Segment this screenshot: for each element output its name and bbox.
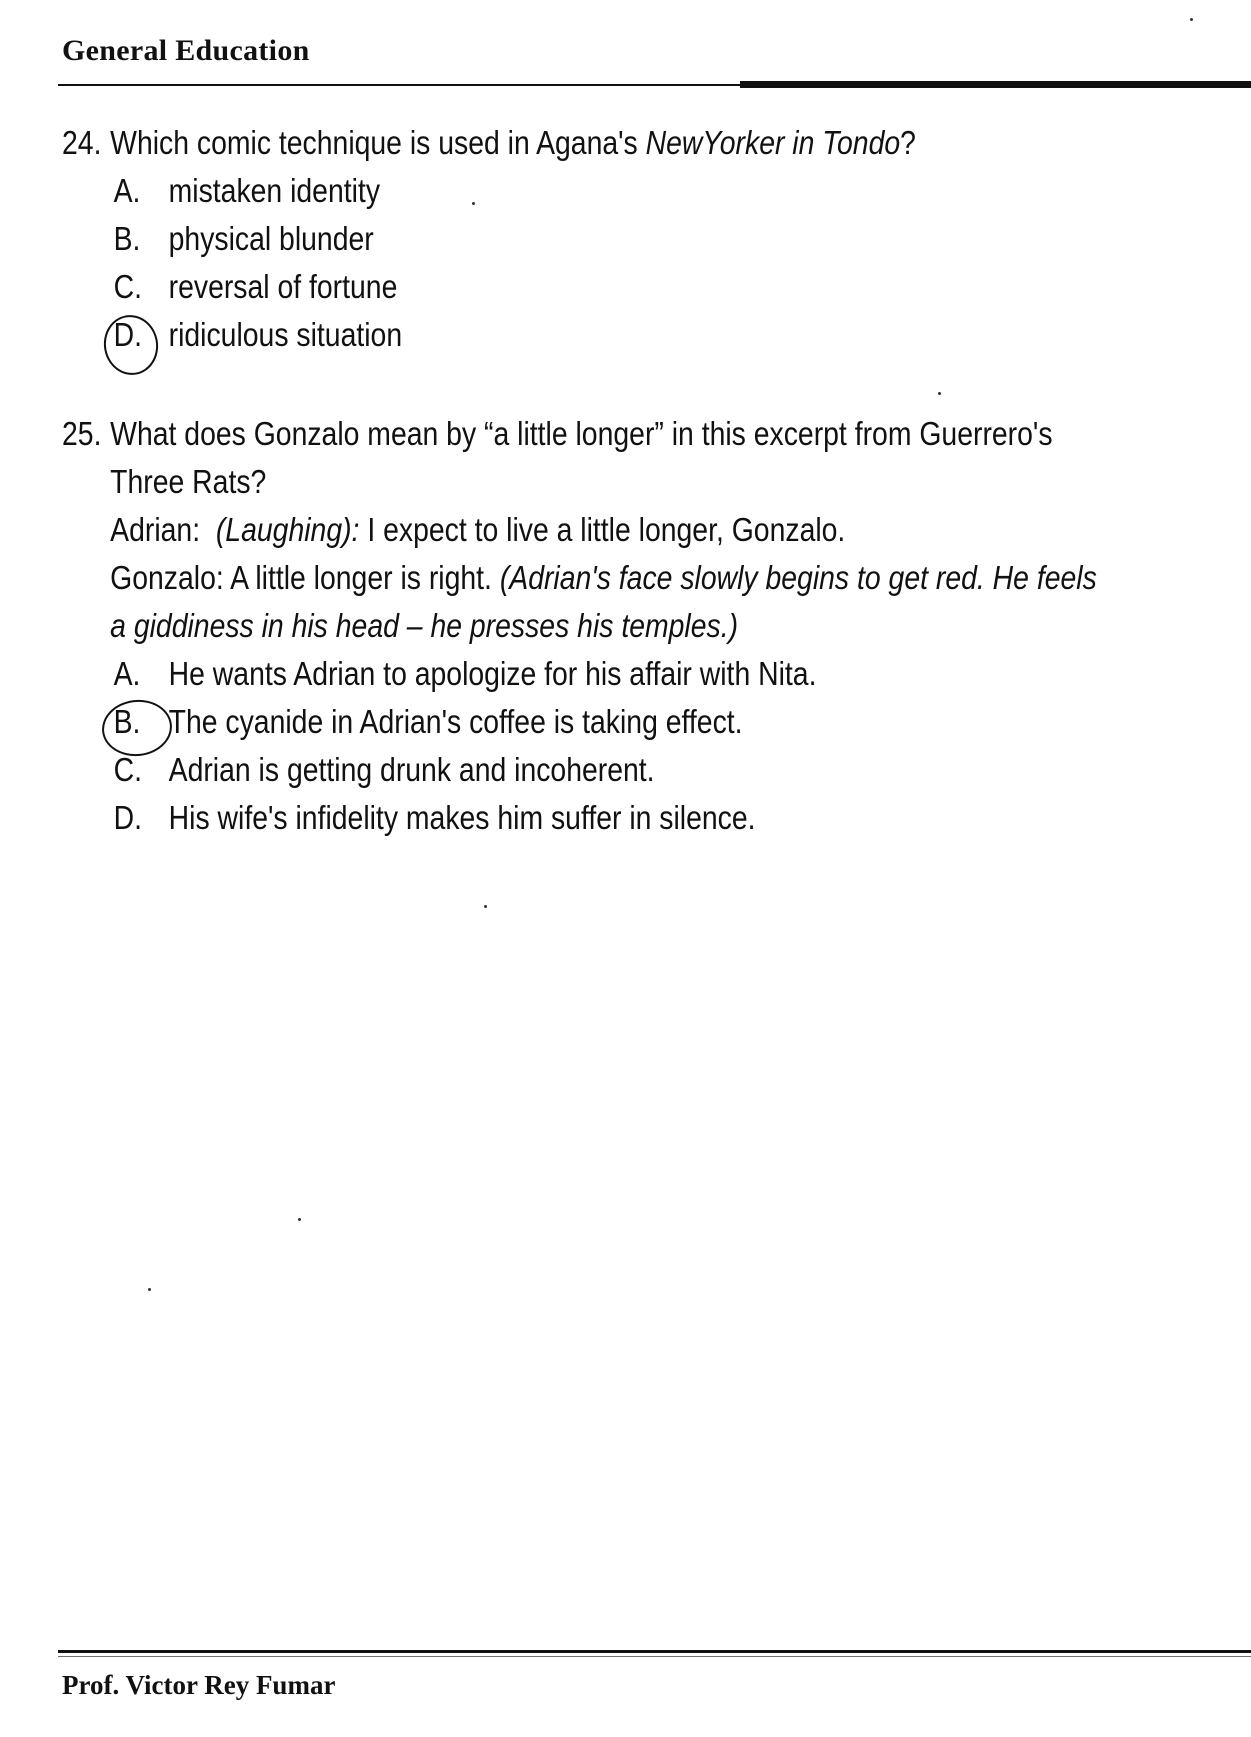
scan-speck — [1190, 18, 1193, 21]
question-24 — [62, 119, 916, 359]
option-b: B. The cyanide in Adrian's coffee is taking effect. — [113, 703, 743, 740]
scan-speck — [938, 392, 941, 395]
option-a: A. mistaken identity — [113, 172, 381, 209]
excerpt-gonzalo-cont: a giddiness in his head – he presses his temples.) — [110, 607, 739, 644]
question-24-stem: 24. Which comic technique is used in Agana's NewYorker in Tondo? — [62, 119, 916, 167]
question-number: 24. — [62, 124, 102, 161]
scan-speck — [472, 202, 475, 205]
footer-rule-thin — [58, 1656, 1251, 1657]
option-d: D. ridiculous situation — [113, 316, 403, 353]
option-d: D. His wife's infidelity makes him suffer in silence. — [113, 799, 756, 836]
excerpt-adrian: Adrian: (Laughing): I expect to live a little longer, Gonzalo. — [110, 511, 846, 548]
question-number: 25. — [62, 415, 102, 452]
scan-speck — [298, 1218, 301, 1221]
header-rule-thick — [740, 81, 1251, 88]
page-header-title: General Education — [62, 34, 310, 67]
scan-speck — [484, 905, 487, 908]
footer-author: Prof. Victor Rey Fumar — [62, 1670, 336, 1700]
excerpt-gonzalo: Gonzalo: A little longer is right. (Adrian's face slowly begins to get red. He feels — [110, 559, 1097, 596]
option-c: C. Adrian is getting drunk and incoherent. — [113, 751, 655, 788]
option-a: A. He wants Adrian to apologize for his affair with Nita. — [113, 655, 817, 692]
scan-speck — [148, 1288, 151, 1291]
question-25-stem-cont: Three Rats? — [110, 463, 267, 500]
footer-rule — [58, 1650, 1251, 1653]
question-25 — [62, 410, 1097, 842]
option-b: B. physical blunder — [113, 220, 374, 257]
question-25-stem: 25. What does Gonzalo mean by “a little longer” in this excerpt from Guerrero's — [62, 410, 1097, 458]
option-c: C. reversal of fortune — [113, 268, 398, 305]
